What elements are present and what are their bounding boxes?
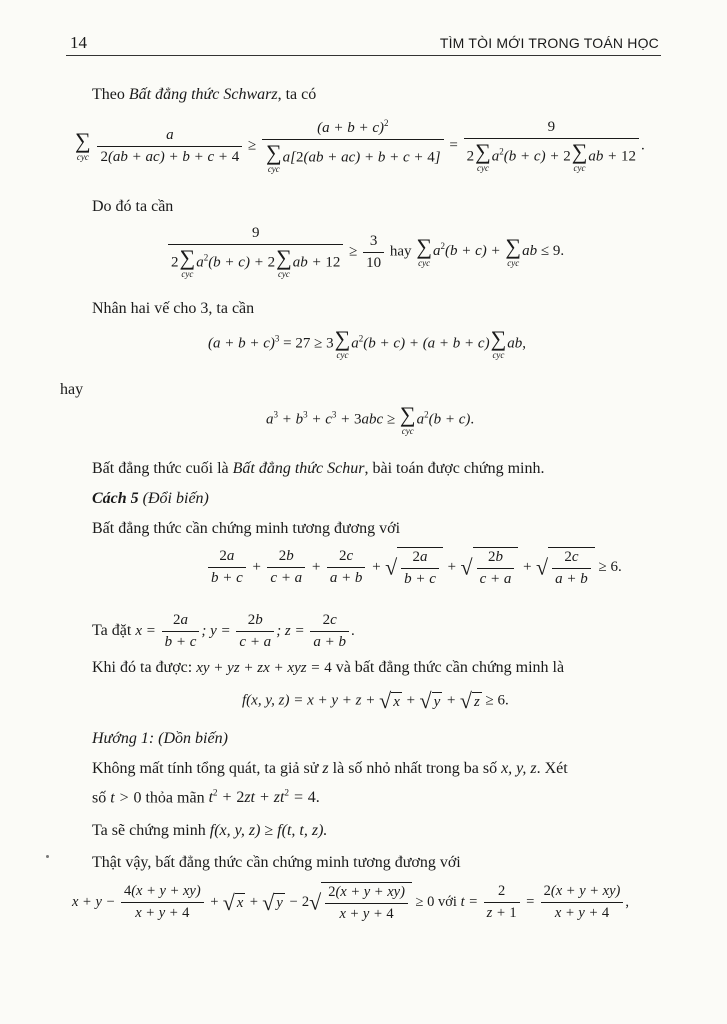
equation-need: 9 2 ∑ cyc $a^2(b + c) + 2$ ∑ cyc ab + 12 ≥ $\frac{3}{10}$ hay ∑ cyc $a^2(b + c)$ + ∑ cyc ab ≤ 9. xyxy=(166,225,564,279)
equation-schwarz: ∑ cyc $\frac{a}{2(ab + ac) + b + c + 4}$ ≥ $(a + b + c)^2$ ∑ cyc a[2(ab + ac) + b + c + 4] = 9 2 ∑ cyc $a^2(b + c) + 2$ ∑ cyc ab + 12 . xyxy=(75,118,645,174)
page-number: 14 xyxy=(70,33,87,52)
paragraph-claim: Ta sẽ chứng minh f(x, y, z) ≥ f(t, t, z). xyxy=(92,822,328,839)
page-header xyxy=(0,0,727,60)
heading-huong-1: Hướng 1: (Dồn biến) xyxy=(92,730,228,747)
paragraph-indeed: Thật vậy, bất đẳng thức cần chứng minh tương đương với xyxy=(92,854,461,871)
label-hay: hay xyxy=(60,381,84,398)
equation-cube: $(a + b + c)^3 = 27 \ge 3$ ∑ cyc $a^2(b + c) + (a + b + c)$ ∑ cyc ab, xyxy=(208,326,527,360)
equation-fxyz: f(x, y, z) = x + y + z + √ x + √ y + √ z ≥ 6. xyxy=(242,688,509,713)
paragraph-substitution: Ta đặt x = $\frac{2a}{b + c}$ ; y = $\frac{2b}{c + a}$ ; z = $\frac{2c}{a + b}$ . xyxy=(92,612,355,650)
paragraph-condition: Khi đó ta được: xy + yz + zx + xyz = 4 và bất đẳng thức cần chứng minh là xyxy=(92,659,565,676)
equation-final: x + y − $\frac{4(x + y + xy)}{x + y + 4}$ + √ x + √ y − 2√ $\frac{2(x + y + xy)}{x + y + 4}$ ≥ 0 với t = $\frac{2}{z + 1}$ = $\frac{2(x + y + xy)}{x + y + 4}$ , xyxy=(72,883,630,922)
header-rule xyxy=(66,55,661,56)
paragraph-wlog: Không mất tính tổng quát, ta giả sử z là số nhỏ nhất trong ba số x, y, z. Xét xyxy=(92,760,568,777)
running-title: TÌM TÒI MỚI TRONG TOÁN HỌC xyxy=(439,35,659,51)
heading-cach-5: Cách 5 (Đổi biến) xyxy=(92,490,209,507)
paragraph-multiply: Nhân hai vế cho 3, ta cần xyxy=(92,300,255,317)
scan-speck xyxy=(46,855,49,858)
equation-schur: $a^3 + b^3 + c^3 + 3abc$ ≥ ∑ cyc $a^2(b + c)$. xyxy=(266,402,475,436)
paragraph-do-do: Do đó ta cần xyxy=(92,198,174,215)
paragraph-schur-conclusion: Bất đẳng thức cuối là Bất đẳng thức Schur, bài toán được chứng minh. xyxy=(92,460,545,477)
paragraph-equivalent: Bất đẳng thức cần chứng minh tương đương với xyxy=(92,520,401,537)
paragraph-choose-t: số t > 0 thỏa mãn $t^2 + 2zt + zt^2 = 4$. xyxy=(92,788,320,807)
equation-sqrt-form: $\frac{2a}{b + c}$ + $\frac{2b}{c + a}$ + $\frac{2c}{a + b}$ + √ $\frac{2a}{b + c}$ + √ $\frac{2b}{c + a}$ + √ $\frac{2c}{a + b}$ ≥ 6. xyxy=(206,547,622,588)
paragraph-schwarz: Theo Bất đẳng thức Schwarz, ta có xyxy=(92,86,317,103)
